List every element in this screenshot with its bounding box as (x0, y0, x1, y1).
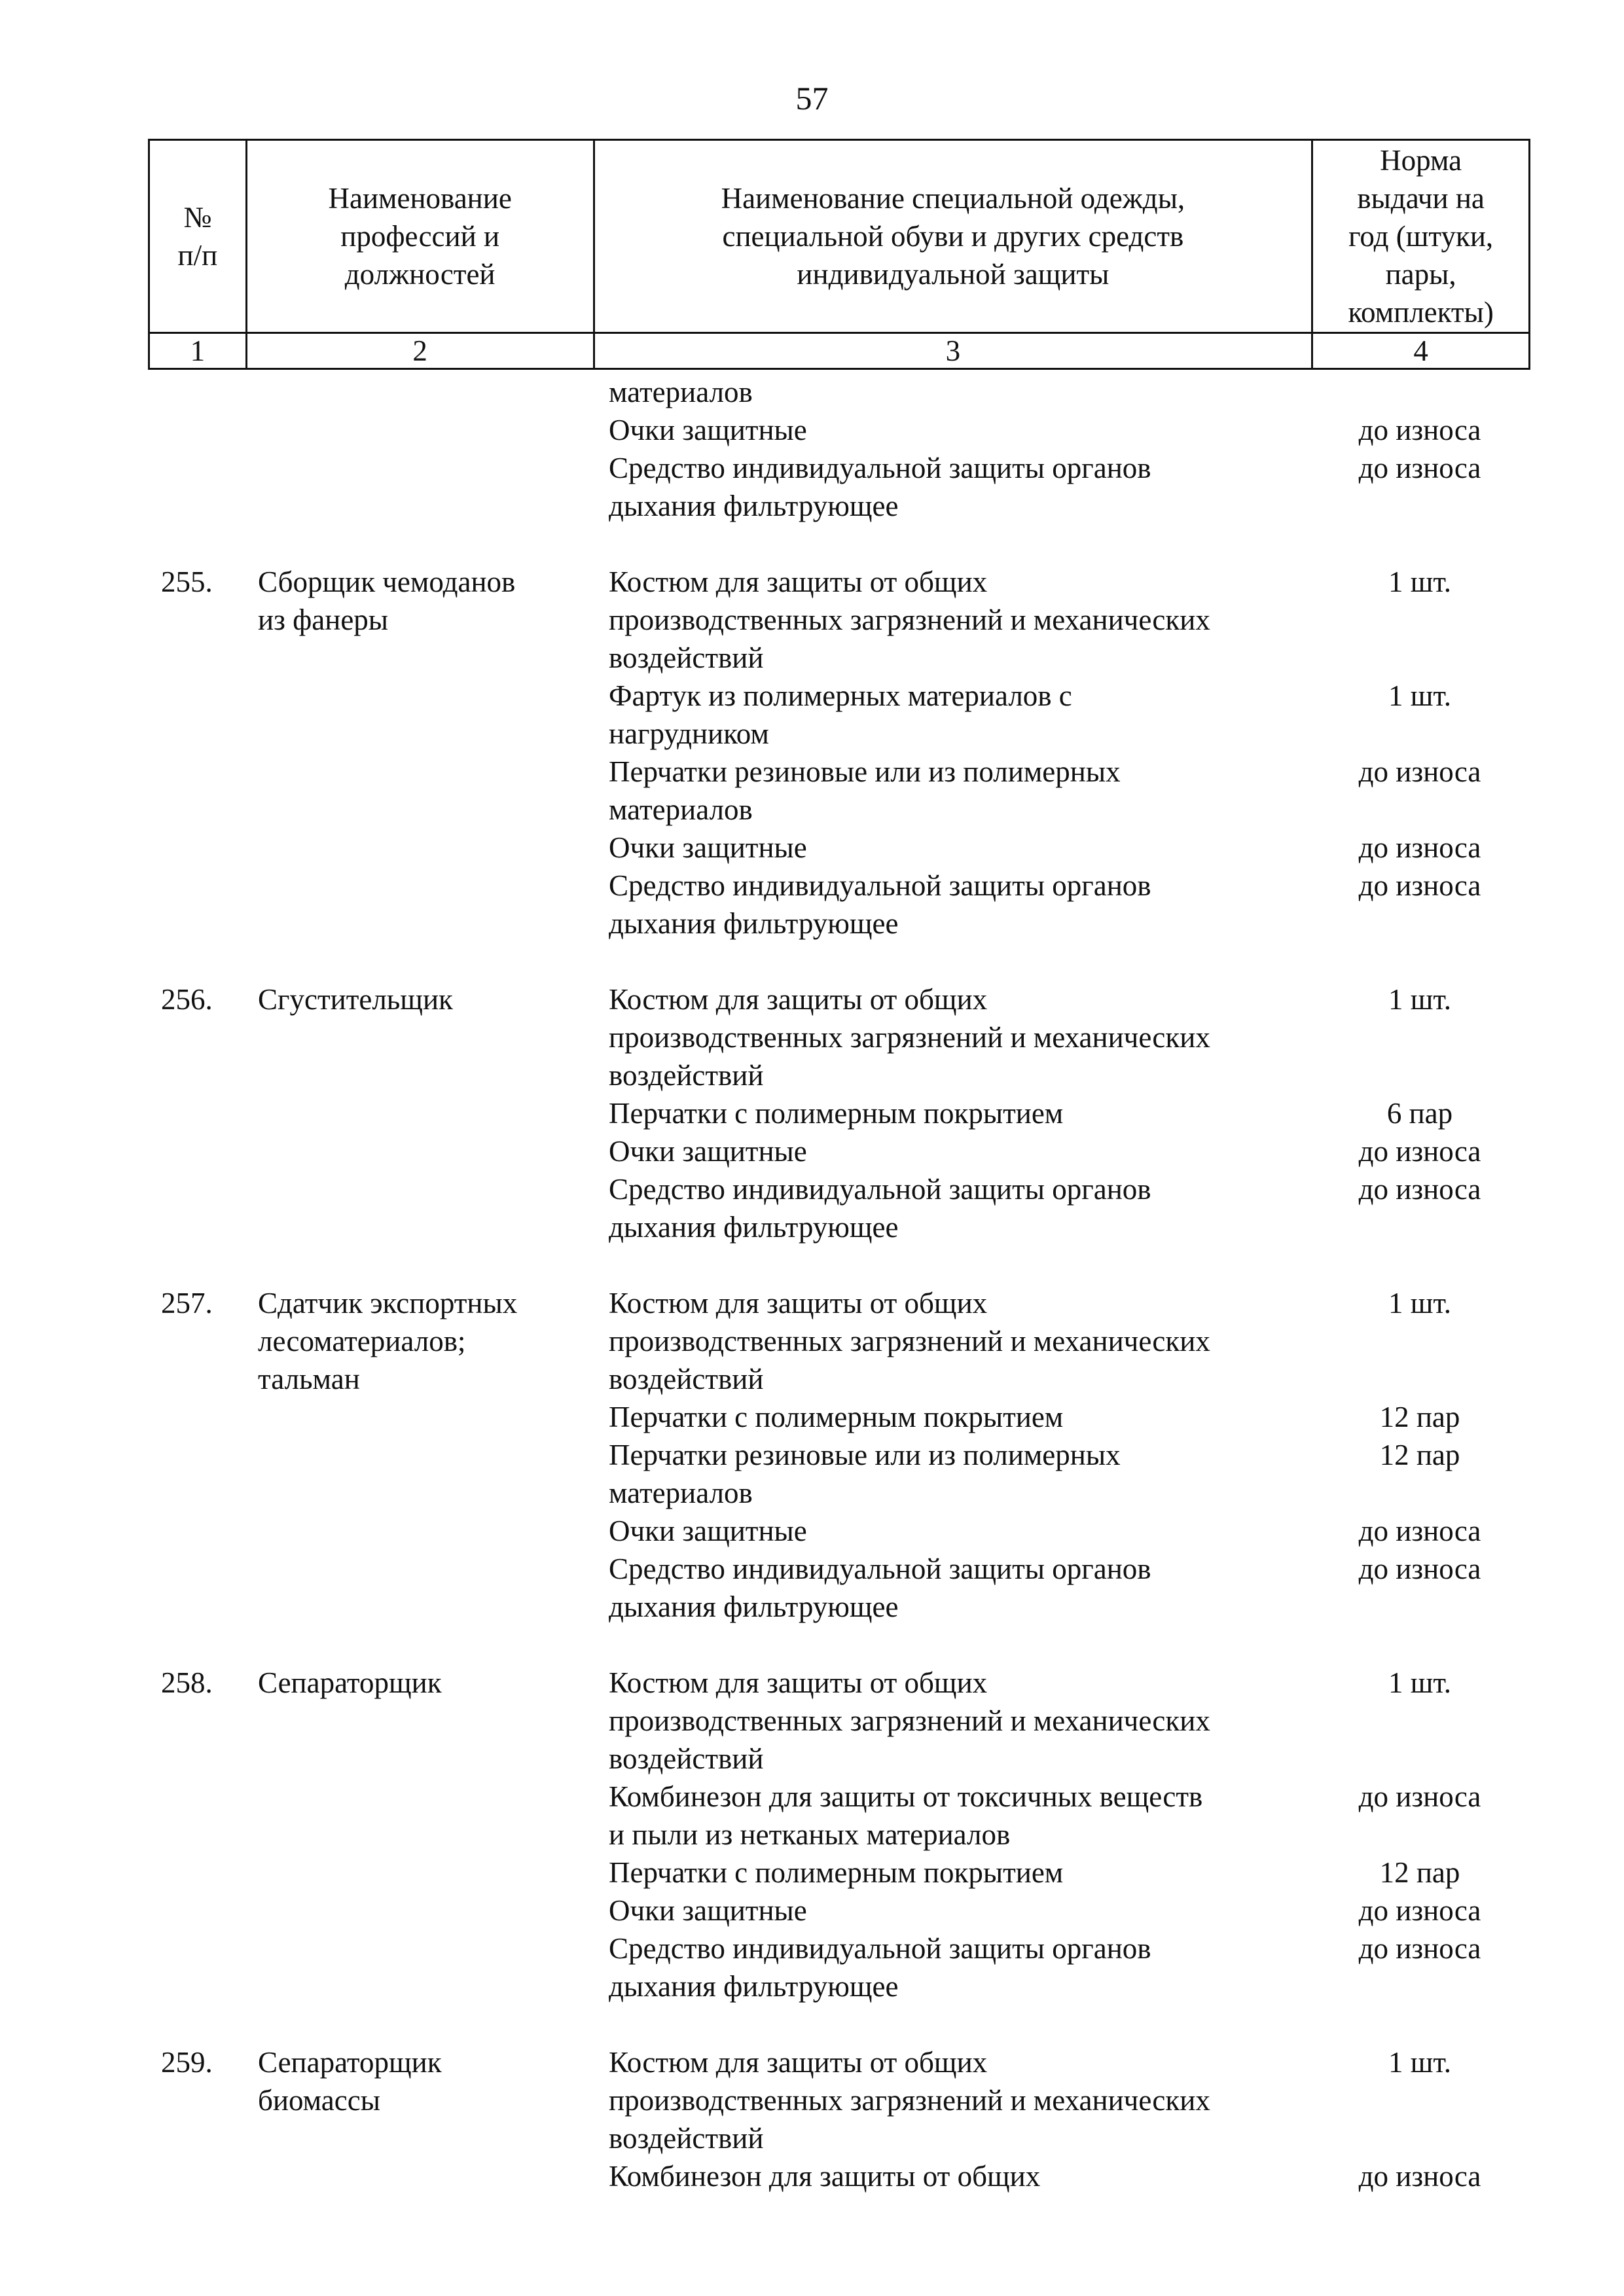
column-number: 4 (1312, 333, 1530, 369)
equipment-list (609, 1664, 1530, 2005)
issue-norm: до износа (1358, 831, 1481, 864)
equipment-name (609, 2157, 1309, 2195)
equipment-name (609, 1094, 1309, 1132)
equipment-name-line: Средство индивидуальной защиты органов (609, 1932, 1151, 1965)
issue-norm: до износа (1358, 2160, 1481, 2193)
equipment-item (609, 1854, 1530, 1892)
issue-norm: 12 пар (1379, 1439, 1460, 1471)
equipment-item (609, 1436, 1530, 1512)
header-profession: Наименование профессий и должностей (246, 140, 594, 333)
header-equipment: Наименование специальной одежды, специальной обуви и других средств индивидуальной защиты (594, 140, 1312, 333)
equipment-name (609, 2043, 1309, 2157)
equipment-name (609, 867, 1309, 942)
issue-norm: до износа (1358, 1894, 1481, 1927)
equipment-item (609, 2043, 1530, 2157)
profession-line: Сборщик чемоданов (258, 565, 516, 598)
issue-norm: до износа (1358, 1173, 1481, 1206)
equipment-item (609, 980, 1530, 1094)
equipment-item (609, 1778, 1530, 1854)
equipment-name-line: производственных загрязнений и механических (609, 1704, 1210, 1737)
equipment-name (609, 753, 1309, 829)
equipment-name-line: Средство индивидуальной защиты органов (609, 869, 1151, 902)
equipment-name-line: материалов (609, 376, 753, 408)
equipment-item (609, 373, 1530, 411)
equipment-name (609, 373, 1309, 411)
equipment-name (609, 1132, 1309, 1170)
row-number: 258. (161, 1666, 213, 1699)
equipment-name-line: дыхания фильтрующее (609, 1590, 899, 1623)
table-row (148, 563, 1530, 942)
profession-line: Сепараторщик (258, 1666, 442, 1699)
table-header (148, 139, 1530, 370)
equipment-name (609, 1929, 1309, 2005)
issue-norm: до износа (1358, 1932, 1481, 1965)
column-number: 1 (149, 333, 247, 369)
equipment-name-line: Перчатки с полимерным покрытием (609, 1401, 1064, 1433)
equipment-item (609, 449, 1530, 525)
equipment-name-line: Костюм для защиты от общих (609, 983, 988, 1016)
equipment-name-line: Перчатки резиновые или из полимерных (609, 1439, 1121, 1471)
profession-line: Сгустительщик (258, 983, 453, 1016)
equipment-name (609, 1170, 1309, 1246)
equipment-name (609, 411, 1309, 449)
equipment-name-line: Средство индивидуальной защиты органов (609, 1552, 1151, 1585)
equipment-item (609, 563, 1530, 677)
page-number: 57 (795, 80, 829, 117)
equipment-name-line: Перчатки с полимерным покрытием (609, 1856, 1064, 1889)
issue-norm: 1 шт. (1388, 2046, 1451, 2079)
equipment-item (609, 677, 1530, 753)
table-row (148, 980, 1530, 1246)
equipment-name-line: воздействий (609, 641, 764, 674)
equipment-name-line: Очки защитные (609, 1135, 807, 1168)
equipment-item (609, 1664, 1530, 1778)
equipment-item (609, 1132, 1530, 1170)
table-row (148, 373, 1530, 525)
equipment-item (609, 753, 1530, 829)
issue-norm: до износа (1358, 452, 1481, 484)
profession-line: биомассы (258, 2084, 380, 2117)
header-number: № п/п (149, 140, 247, 333)
equipment-name-line: воздействий (609, 1059, 764, 1092)
equipment-item (609, 1550, 1530, 1626)
issue-norm: до износа (1358, 755, 1481, 788)
equipment-name-line: производственных загрязнений и механических (609, 1021, 1210, 1054)
table-row (148, 2043, 1530, 2195)
issue-norm: 1 шт. (1388, 983, 1451, 1016)
equipment-name-line: Перчатки резиновые или из полимерных (609, 755, 1121, 788)
equipment-item (609, 1398, 1530, 1436)
equipment-name-line: Комбинезон для защиты от общих (609, 2160, 1041, 2193)
profession-name (258, 563, 592, 639)
row-number: 257. (161, 1287, 213, 1319)
equipment-item (609, 1512, 1530, 1550)
equipment-item (609, 1170, 1530, 1246)
equipment-item (609, 1892, 1530, 1929)
equipment-name (609, 1398, 1309, 1436)
equipment-item (609, 867, 1530, 942)
column-number: 3 (594, 333, 1312, 369)
equipment-name-line: Очки защитные (609, 831, 807, 864)
profession-line: из фанеры (258, 603, 389, 636)
equipment-name-line: воздействий (609, 1742, 764, 1775)
equipment-name-line: Средство индивидуальной защиты органов (609, 452, 1151, 484)
issue-norm: 1 шт. (1388, 1666, 1451, 1699)
issue-norm: 6 пар (1386, 1097, 1453, 1130)
issue-norm: до износа (1358, 869, 1481, 902)
equipment-list (609, 1284, 1530, 1626)
equipment-item (609, 2157, 1530, 2195)
equipment-list (609, 373, 1530, 525)
issue-norm: до износа (1358, 414, 1481, 446)
equipment-list (609, 2043, 1530, 2195)
equipment-name (609, 449, 1309, 525)
equipment-name (609, 1892, 1309, 1929)
equipment-name (609, 980, 1309, 1094)
issue-norm: 1 шт. (1388, 1287, 1451, 1319)
equipment-name-line: Очки защитные (609, 1515, 807, 1547)
equipment-name (609, 829, 1309, 867)
equipment-name-line: дыхания фильтрующее (609, 907, 899, 940)
equipment-name-line: дыхания фильтрующее (609, 1970, 899, 2003)
equipment-name-line: производственных загрязнений и механических (609, 1325, 1210, 1357)
equipment-name-line: производственных загрязнений и механических (609, 603, 1210, 636)
equipment-name-line: Костюм для защиты от общих (609, 1287, 988, 1319)
row-number: 259. (161, 2046, 213, 2079)
equipment-name-line: Костюм для защиты от общих (609, 1666, 988, 1699)
row-number: 256. (161, 983, 213, 1016)
equipment-item (609, 829, 1530, 867)
equipment-name-line: воздействий (609, 1363, 764, 1395)
table-body (148, 373, 1530, 2195)
equipment-name (609, 1664, 1309, 1778)
equipment-list (609, 980, 1530, 1246)
equipment-item (609, 1284, 1530, 1398)
equipment-name-line: Костюм для защиты от общих (609, 2046, 988, 2079)
equipment-name-line: материалов (609, 1477, 753, 1509)
column-number: 2 (246, 333, 594, 369)
equipment-name (609, 563, 1309, 677)
profession-name (258, 1284, 592, 1398)
equipment-name (609, 1550, 1309, 1626)
issue-norm: до износа (1358, 1780, 1481, 1813)
issue-norm: 12 пар (1379, 1856, 1460, 1889)
equipment-name-line: дыхания фильтрующее (609, 1211, 899, 1244)
equipment-name (609, 677, 1309, 753)
profession-line: лесоматериалов; (258, 1325, 466, 1357)
equipment-name-line: нагрудником (609, 717, 769, 750)
issue-norm: до износа (1358, 1515, 1481, 1547)
profession-line: Сдатчик экспортных (258, 1287, 518, 1319)
equipment-name (609, 1854, 1309, 1892)
issue-norm: 12 пар (1379, 1401, 1460, 1433)
equipment-name (609, 1284, 1309, 1398)
header-row (149, 140, 1530, 333)
equipment-name-line: и пыли из нетканых материалов (609, 1818, 1011, 1851)
equipment-item (609, 1929, 1530, 2005)
equipment-name-line: Очки защитные (609, 414, 807, 446)
issue-norm: до износа (1358, 1135, 1481, 1168)
equipment-name-line: воздействий (609, 2122, 764, 2155)
profession-name (258, 1664, 592, 1702)
table-row (148, 1284, 1530, 1626)
issue-norm: 1 шт. (1388, 565, 1451, 598)
equipment-name-line: Фартук из полимерных материалов с (609, 679, 1072, 712)
issue-norm: до износа (1358, 1552, 1481, 1585)
equipment-name-line: Очки защитные (609, 1894, 807, 1927)
profession-line: Сепараторщик (258, 2046, 442, 2079)
equipment-name (609, 1436, 1309, 1512)
equipment-item (609, 411, 1530, 449)
profession-line: тальман (258, 1363, 360, 1395)
row-number: 255. (161, 565, 213, 598)
equipment-name-line: Костюм для защиты от общих (609, 565, 988, 598)
equipment-name-line: Комбинезон для защиты от токсичных веществ (609, 1780, 1203, 1813)
issue-norm: 1 шт. (1388, 679, 1451, 712)
profession-name (258, 2043, 592, 2119)
profession-name (258, 980, 592, 1018)
equipment-name-line: материалов (609, 793, 753, 826)
equipment-name-line: Перчатки с полимерным покрытием (609, 1097, 1064, 1130)
equipment-name (609, 1512, 1309, 1550)
equipment-item (609, 1094, 1530, 1132)
column-number-row (149, 333, 1530, 369)
header-norm: Норма выдачи на год (штуки, пары, комплекты) (1312, 140, 1530, 333)
equipment-list (609, 563, 1530, 942)
equipment-name-line: дыхания фильтрующее (609, 490, 899, 522)
equipment-name-line: Средство индивидуальной защиты органов (609, 1173, 1151, 1206)
table-row (148, 1664, 1530, 2005)
equipment-name-line: производственных загрязнений и механических (609, 2084, 1210, 2117)
equipment-name (609, 1778, 1309, 1854)
